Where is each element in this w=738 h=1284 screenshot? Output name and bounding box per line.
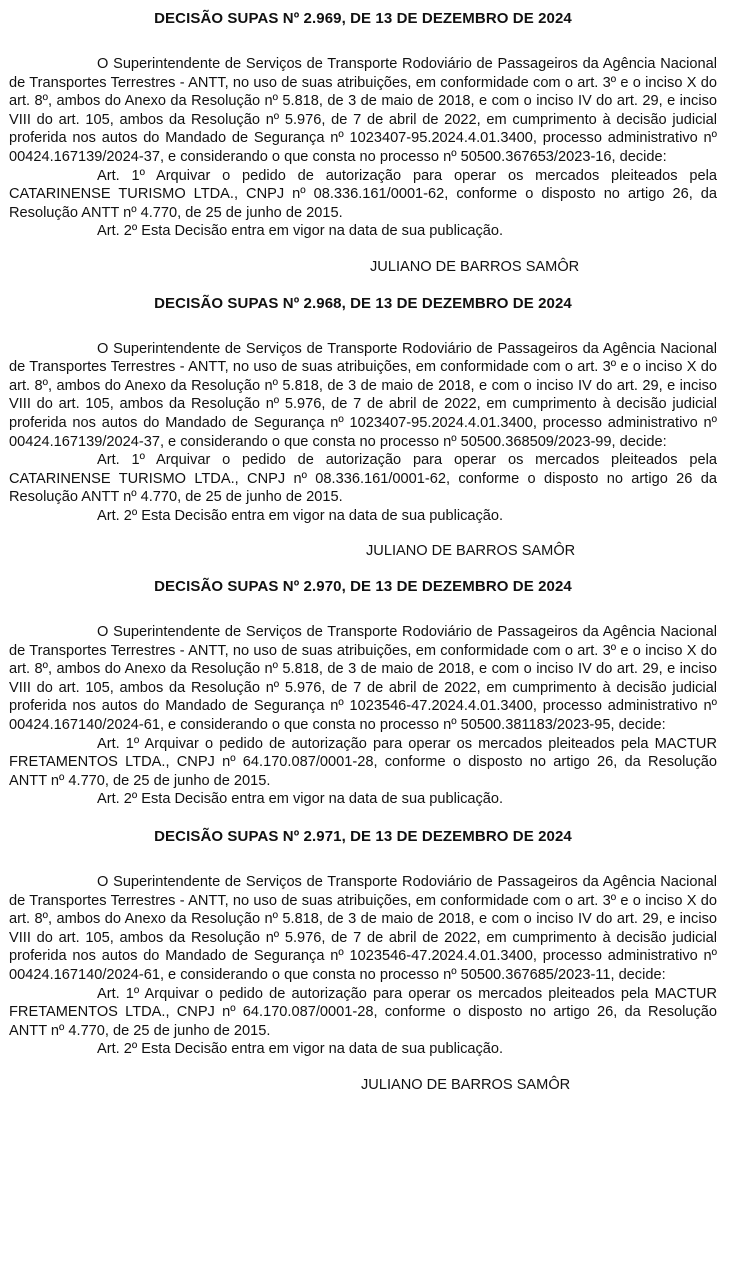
article-1: Art. 1º Arquivar o pedido de autorização para operar os mercados pleiteados pela CATARINENSE TURISMO LTDA., CNPJ nº 08.336.161/0001-62, conforme o disposto no artigo 26 da Resolução ANTT nº 4.770, de 25 de junho de 2015.: [9, 452, 717, 506]
article-2: Art. 2º Esta Decisão entra em vigor na data de sua publicação.: [97, 507, 504, 524]
decision-title: DECISÃO SUPAS Nº 2.968, DE 13 DE DEZEMBRO DE 2024: [154, 294, 572, 312]
decision-2969: [9, 0, 717, 277]
article-2: Art. 2º Esta Decisão entra em vigor na data de sua publicação.: [97, 223, 504, 240]
decision-2968: [9, 294, 717, 562]
signature: JULIANO DE BARROS SAMÔR: [370, 258, 580, 275]
decision-title: DECISÃO SUPAS Nº 2.969, DE 13 DE DEZEMBRO DE 2024: [154, 10, 572, 27]
decision-title: DECISÃO SUPAS Nº 2.970, DE 13 DE DEZEMBRO DE 2024: [154, 578, 572, 596]
signature: JULIANO DE BARROS SAMÔR: [361, 1076, 571, 1093]
signature: JULIANO DE BARROS SAMÔR: [366, 543, 576, 560]
article-2: Art. 2º Esta Decisão entra em vigor na data de sua publicação.: [97, 1041, 504, 1058]
decision-2970: [9, 577, 717, 809]
decision-preamble: O Superintendente de Serviços de Transporte Rodoviário de Passageiros da Agência Nacional de Transportes Terrestres - ANTT, no uso de suas atribuições, em conformidade com o art. 3º e o inciso X do art. 8º, ambos do Anexo da Resolução nº 5.818, de 3 de maio de 2018, e com o inciso IV do art. 29, e inciso VIII do art. 105, ambos da Resolução nº 5.976, de 7 de abril de 2022, em cumprimento à decisão judicial proferida nos autos do Mandado de Segurança nº 1023546-47.2024.4.01.3400, processo administrativo nº 00424.167140/2024-61, e considerando o que consta no processo nº 50500.367685/2023-11, decide:: [9, 874, 717, 983]
document-page: [9, 0, 717, 1095]
article-1: Art. 1º Arquivar o pedido de autorização para operar os mercados pleiteados pela MACTUR FRETAMENTOS LTDA., CNPJ nº 64.170.087/0001-28, conforme o disposto no artigo 26, da Resolução ANTT nº 4.770, de 25 de junho de 2015.: [9, 985, 717, 1039]
article-2: Art. 2º Esta Decisão entra em vigor na data de sua publicação.: [97, 791, 504, 808]
decision-2971: [9, 827, 717, 1095]
decision-preamble: O Superintendente de Serviços de Transporte Rodoviário de Passageiros da Agência Nacional de Transportes Terrestres - ANTT, no uso de suas atribuições, em conformidade com o art. 3º e o inciso X do art. 8º, ambos do Anexo da Resolução nº 5.818, de 3 de maio de 2018, e com o inciso IV do art. 29, e inciso VIII do art. 105, ambos da Resolução nº 5.976, de 7 de abril de 2022, em cumprimento à decisão judicial proferida nos autos do Mandado de Segurança nº 1023407-95.2024.4.01.3400, processo administrativo nº 00424.167139/2024-37, e considerando o que consta no processo nº 50500.368509/2023-99, decide:: [9, 340, 717, 450]
decision-preamble: O Superintendente de Serviços de Transporte Rodoviário de Passageiros da Agência Nacional de Transportes Terrestres - ANTT, no uso de suas atribuições, em conformidade com o art. 3º e o inciso X do art. 8º, ambos do Anexo da Resolução nº 5.818, de 3 de maio de 2018, e com o inciso IV do art. 29, e inciso VIII do art. 105, ambos da Resolução nº 5.976, de 7 de abril de 2022, em cumprimento à decisão judicial proferida nos autos do Mandado de Segurança nº 1023546-47.2024.4.01.3400, processo administrativo nº 00424.167140/2024-61, e considerando o que consta no processo nº 50500.381183/2023-95, decide:: [9, 624, 717, 734]
article-1: Art. 1º Arquivar o pedido de autorização para operar os mercados pleiteados pela CATARINENSE TURISMO LTDA., CNPJ nº 08.336.161/0001-62, conforme o disposto no artigo 26, da Resolução ANTT nº 4.770, de 25 de junho de 2015.: [9, 167, 717, 221]
article-1: Art. 1º Arquivar o pedido de autorização para operar os mercados pleiteados pela MACTUR FRETAMENTOS LTDA., CNPJ nº 64.170.087/0001-28, conforme o disposto no artigo 26, da Resolução ANTT nº 4.770, de 25 de junho de 2015.: [9, 735, 717, 789]
decision-title: DECISÃO SUPAS Nº 2.971, DE 13 DE DEZEMBRO DE 2024: [154, 828, 572, 845]
decision-preamble: O Superintendente de Serviços de Transporte Rodoviário de Passageiros da Agência Nacional de Transportes Terrestres - ANTT, no uso de suas atribuições, em conformidade com o art. 3º e o inciso X do art. 8º, ambos do Anexo da Resolução nº 5.818, de 3 de maio de 2018, e com o inciso IV do art. 29, e inciso VIII do art. 105, ambos da Resolução nº 5.976, de 7 de abril de 2022, em cumprimento à decisão judicial proferida nos autos do Mandado de Segurança nº 1023407-95.2024.4.01.3400, processo administrativo nº 00424.167139/2024-37, e considerando o que consta no processo nº 50500.367653/2023-16, decide:: [9, 56, 717, 165]
